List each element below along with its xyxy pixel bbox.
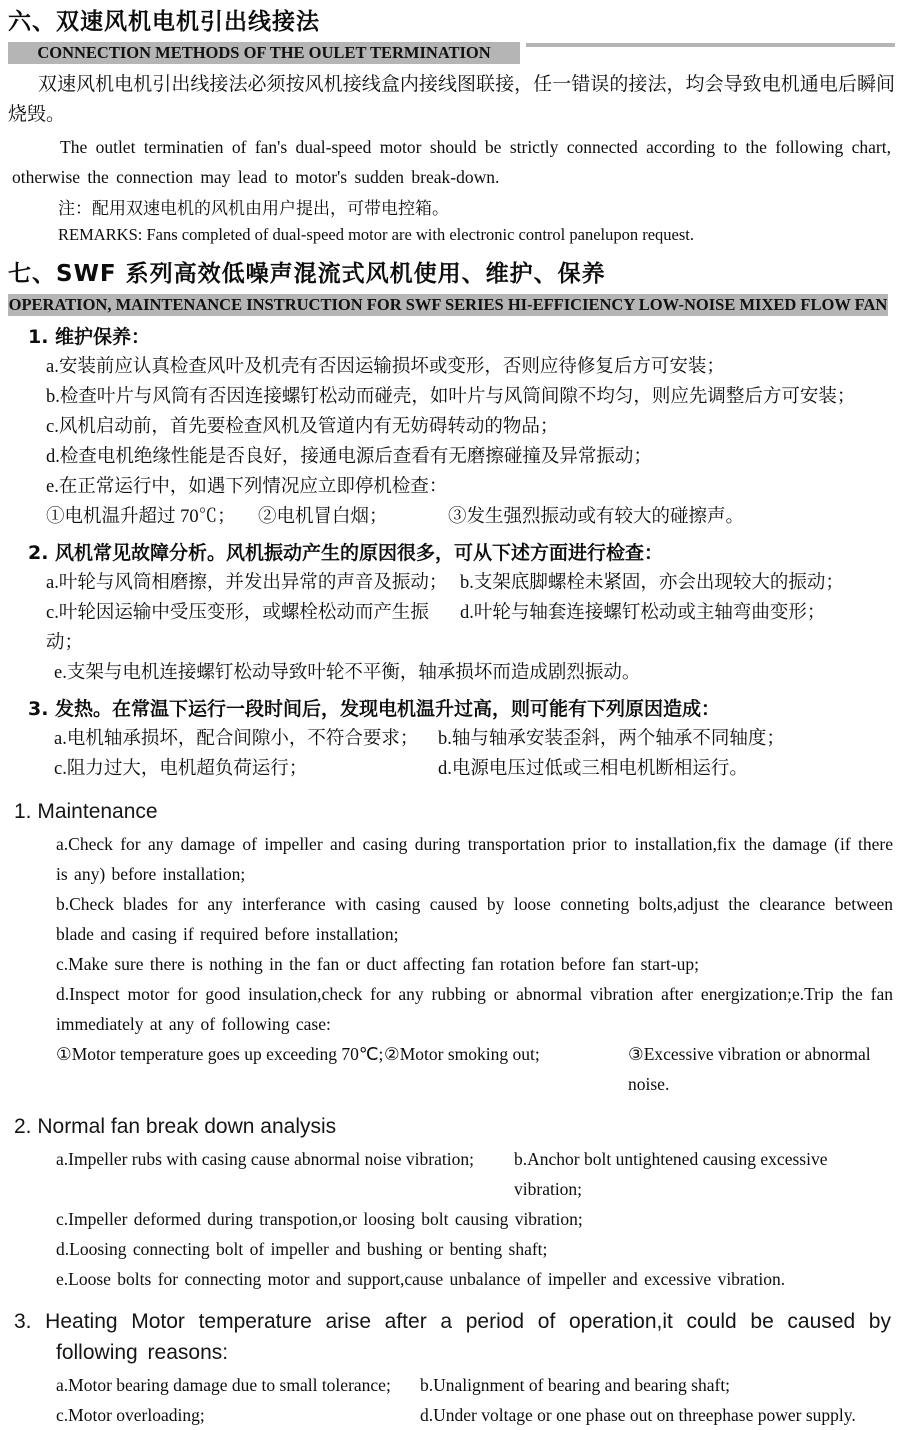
en-numbered-conditions — [56, 1039, 895, 1099]
en-section-2-heading: 2. Normal fan break down analysis — [14, 1115, 337, 1138]
en-list-item: c.Motor overloading; — [56, 1405, 205, 1425]
section7-title: 七、SWF 系列高效低噪声混流式风机使用、维护、保养 — [8, 261, 606, 287]
section6-paragraph-en: The outlet terminatien of fan's dual-speed motor should be strictly connected according to the following chart, otherwise the connection may lead to motor's sudden break-down. — [12, 137, 891, 187]
cn-list-item: d.叶轮与轴套连接螺钉松动或主轴弯曲变形； — [460, 603, 826, 623]
cn-section-2-heading: 2. 风机常见故障分析。风机振动产生的原因很多，可从下述方面进行检查： — [28, 542, 664, 564]
section6-title: 六、双速风机电机引出线接法 — [8, 9, 320, 35]
en-list-item: e.Loose bolts for connecting motor and support,cause unbalance of impeller and excessive vibration. — [56, 1269, 786, 1289]
en-list-item: c.Make sure there is nothing in the fan or duct affecting fan rotation before fan start-up; — [56, 954, 699, 974]
en-list-item: b.Unalignment of bearing and bearing shaft; — [420, 1375, 731, 1395]
cn-list-item: b.支架底脚螺栓未紧固，亦会出现较大的振动； — [460, 573, 844, 593]
en-section-1-heading: 1. Maintenance — [14, 800, 158, 823]
en-list-item: a.Motor bearing damage due to small tolerance; — [56, 1375, 391, 1395]
cn-list-item: c.阻力过大，电机超负荷运行； — [54, 759, 308, 779]
section6-banner-row — [8, 42, 895, 64]
cn-section-3-heading: 3. 发热。在常温下运行一段时间后，发现电机温升过高，则可能有下列原因造成： — [28, 698, 721, 720]
en-list-item: d.Under voltage or one phase out on threephase power supply. — [420, 1405, 856, 1425]
cn-list-item: c.叶轮因运输中受压变形，或螺栓松动而产生振动； — [46, 603, 429, 653]
cn-condition-2: ②电机冒白烟； — [258, 507, 388, 527]
cn-list-item: d.电源电压过低或三相电机断相运行。 — [438, 759, 748, 779]
section6-banner: CONNECTION METHODS OF THE OULET TERMINATION — [8, 42, 520, 64]
cn-list-item: c.风机启动前，首先要检查风机及管道内有无妨碍转动的物品； — [46, 417, 559, 437]
cn-list-item: b.轴与轴承安装歪斜，两个轴承不同轴度； — [438, 729, 785, 749]
cn-list-item: e.支架与电机连接螺钉松动导致叶轮不平衡，轴承损坏而造成剧烈振动。 — [54, 663, 641, 683]
cn-condition-3: ③发生强烈振动或有较大的碰擦声。 — [448, 507, 745, 527]
cn-pair-row — [54, 724, 895, 754]
cn-pair-row — [54, 754, 895, 784]
section6-note-cn: 注：配用双速电机的风机由用户提出，可带电控箱。 — [58, 199, 449, 218]
section6-note-en: REMARKS: Fans completed of dual-speed motor are with electronic control panelupon request. — [58, 225, 695, 244]
en-condition-2: ②Motor smoking out; — [384, 1044, 540, 1064]
cn-condition-1: ①电机温升超过 70℃； — [46, 507, 236, 527]
banner-rule-line — [526, 43, 895, 47]
en-list-item: b.Check blades for any interferance with casing caused by loose conneting bolts,adjust the clearance between blade and casing if required before installation; — [56, 894, 893, 944]
cn-pair-row — [46, 568, 895, 598]
section6-paragraph-cn: 双速风机电机引出线接法必须按风机接线盒内接线图联接，任一错误的接法，均会导致电机通电后瞬间烧毁。 — [8, 74, 895, 125]
cn-list-item: a.安装前应认真检查风叶及机壳有否因运输损坏或变形，否则应待修复后方可安装； — [46, 357, 725, 377]
en-list-item: a.Check for any damage of impeller and casing during transportation prior to installation,fix the damage (if there is any) before installation; — [56, 834, 893, 884]
cn-numbered-conditions — [46, 502, 895, 532]
en-pair-row — [56, 1400, 895, 1430]
en-list-item: c.Impeller deformed during transpotion,or loosing bolt causing vibration; — [56, 1209, 583, 1229]
en-list-item: a.Impeller rubs with casing cause abnormal noise vibration; — [56, 1149, 474, 1169]
cn-list-item: a.叶轮与风筒相磨擦，并发出异常的声音及振动； — [46, 573, 448, 593]
en-condition-3: ③Excessive vibration or abnormal noise. — [628, 1044, 871, 1094]
section7-banner-row — [8, 294, 895, 316]
cn-section-1-heading: 1. 维护保养： — [28, 326, 151, 348]
cn-list-item: d.检查电机绝缘性能是否良好，接通电源后查看有无磨擦碰撞及异常振动； — [46, 447, 652, 467]
cn-pair-row — [46, 598, 895, 658]
cn-list-item: b.检查叶片与风筒有否因连接螺钉松动而碰壳，如叶片与风筒间隙不均匀，则应先调整后方可安装； — [46, 387, 856, 407]
en-pair-row — [56, 1144, 895, 1204]
section7-banner: OPERATION, MAINTENANCE INSTRUCTION FOR SWF SERIES HI-EFFICIENCY LOW-NOISE MIXED FLOW FAN — [8, 295, 888, 314]
cn-list-item: a.电机轴承损坏，配合间隙小，不符合要求； — [54, 729, 419, 749]
en-list-item: d.Loosing connecting bolt of impeller and bushing or benting shaft; — [56, 1239, 548, 1259]
en-list-item: b.Anchor bolt untightened causing excessive vibration; — [514, 1149, 828, 1199]
en-condition-1: ①Motor temperature goes up exceeding 70℃; — [56, 1044, 384, 1064]
en-pair-row — [56, 1370, 895, 1400]
en-section-3-heading: 3. Heating Motor temperature arise after a period of operation,it could be caused by following reasons: — [14, 1310, 891, 1364]
en-list-item: d.Inspect motor for good insulation,check for any rubbing or abnormal vibration after energization;e.Trip the fan immediately at any of following case: — [56, 984, 893, 1034]
cn-list-item: e.在正常运行中，如遇下列情况应立即停机检查： — [46, 477, 448, 497]
